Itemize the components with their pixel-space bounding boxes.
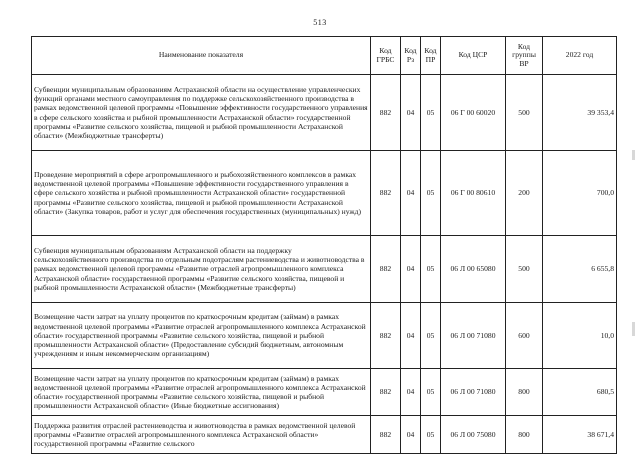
table-row — [32, 151, 617, 236]
row-pr: 05 — [421, 75, 441, 151]
row-vr: 200 — [506, 151, 543, 236]
row-amount: 6 655,8 — [543, 236, 617, 303]
row-rz: 04 — [401, 75, 421, 151]
row-csr: 06 Л 00 65080 — [441, 236, 506, 303]
row-pr: 05 — [421, 236, 441, 303]
budget-table — [31, 36, 617, 454]
header-rz: Код Рз — [401, 37, 421, 75]
header-vr: Код группы ВР — [506, 37, 543, 75]
row-name: Субвенции муниципальным образованиям Астраханской области на осуществление управленческих функций органами местного самоуправления по поддержке сельскохозяйственного производства в рамках ведомственной целевой программы «Повышение эффективности государственного управления в сфере сельского хозяйства и рыбной промышленности Астраханской области» государственной программы «Развитие сельского хозяйства, пищевой и рыбной промышленности Астраханской области» (Межбюджетные трансферты) — [32, 75, 371, 151]
row-name: Возмещение части затрат на уплату процентов по краткосрочным кредитам (займам) в рамках ведомственной целевой программы «Развитие отраслей агропромышленного комплекса Астраханской области» государственной программы «Развитие сельского хозяйства, пищевой и рыбной промышленности Астраханской области» (Предоставление субсидий бюджетным, автономным учреждениям и иным некоммерческим организациям) — [32, 303, 371, 369]
row-amount: 700,0 — [543, 151, 617, 236]
row-name: Субвенция муниципальным образованиям Астраханской области на поддержку сельскохозяйственного производства по отдельным подотраслям растениеводства и животноводства в рамках ведомственной целевой программы «Развитие отраслей агропромышленного комплекса Астраханской области» государственной программы «Развитие сельского хозяйства, пищевой и рыбной промышленности Астраханской области» (Межбюджетные трансферты) — [32, 236, 371, 303]
row-name: Возмещение части затрат на уплату процентов по краткосрочным кредитам (займам) в рамках ведомственной целевой программы «Развитие отраслей агропромышленного комплекса Астраханской области» государственной программы «Развитие сельского хозяйства, пищевой и рыбной промышленности Астраханской области» (Иные бюджетные ассигнования) — [32, 369, 371, 416]
row-grbs: 882 — [371, 236, 401, 303]
row-rz: 04 — [401, 303, 421, 369]
row-amount: 10,0 — [543, 303, 617, 369]
row-grbs: 882 — [371, 151, 401, 236]
row-vr: 800 — [506, 416, 543, 454]
header-csr: Код ЦСР — [441, 37, 506, 75]
row-name: Поддержка развития отраслей растениеводства и животноводства в рамках ведомственной целевой программы «Развитие отраслей агропромышленного комплекса Астраханской области» государственной программы «Развитие сельского — [32, 416, 371, 454]
table-row — [32, 236, 617, 303]
page-number: 513 — [313, 18, 327, 27]
row-vr: 500 — [506, 236, 543, 303]
scan-mark — [632, 322, 635, 336]
row-csr: 06 Г 00 60020 — [441, 75, 506, 151]
row-pr: 05 — [421, 151, 441, 236]
row-grbs: 882 — [371, 303, 401, 369]
row-grbs: 882 — [371, 416, 401, 454]
row-pr: 05 — [421, 303, 441, 369]
header-grbs: Код ГРБС — [371, 37, 401, 75]
row-csr: 06 Г 00 80610 — [441, 151, 506, 236]
scan-mark — [632, 150, 635, 160]
row-rz: 04 — [401, 151, 421, 236]
row-pr: 05 — [421, 369, 441, 416]
row-amount: 39 353,4 — [543, 75, 617, 151]
row-csr: 06 Л 00 71080 — [441, 369, 506, 416]
row-grbs: 882 — [371, 369, 401, 416]
header-name: Наименование показателя — [32, 37, 371, 75]
row-vr: 800 — [506, 369, 543, 416]
table-row — [32, 416, 617, 454]
row-amount: 38 671,4 — [543, 416, 617, 454]
row-csr: 06 Л 00 71080 — [441, 303, 506, 369]
row-pr: 05 — [421, 416, 441, 454]
header-year: 2022 год — [543, 37, 617, 75]
row-grbs: 882 — [371, 75, 401, 151]
row-rz: 04 — [401, 369, 421, 416]
header-pr: Код ПР — [421, 37, 441, 75]
row-amount: 680,5 — [543, 369, 617, 416]
row-csr: 06 Л 00 75080 — [441, 416, 506, 454]
row-name: Проведение мероприятий в сфере агропромышленного и рыбохозяйственного комплексов в рамках ведомственной целевой программы «Повышение эффективности государственного управления в сфере сельского хозяйства и рыбной промышленности Астраханской области» государственной программы «Развитие сельского хозяйства, пищевой и рыбной промышленности Астраханской области» (Закупка товаров, работ и услуг для обеспечения государственных (муниципальных) нужд) — [32, 151, 371, 236]
table-row — [32, 75, 617, 151]
row-vr: 600 — [506, 303, 543, 369]
row-vr: 500 — [506, 75, 543, 151]
table-row — [32, 303, 617, 369]
table-header-row — [32, 37, 617, 75]
table-row — [32, 369, 617, 416]
row-rz: 04 — [401, 236, 421, 303]
row-rz: 04 — [401, 416, 421, 454]
